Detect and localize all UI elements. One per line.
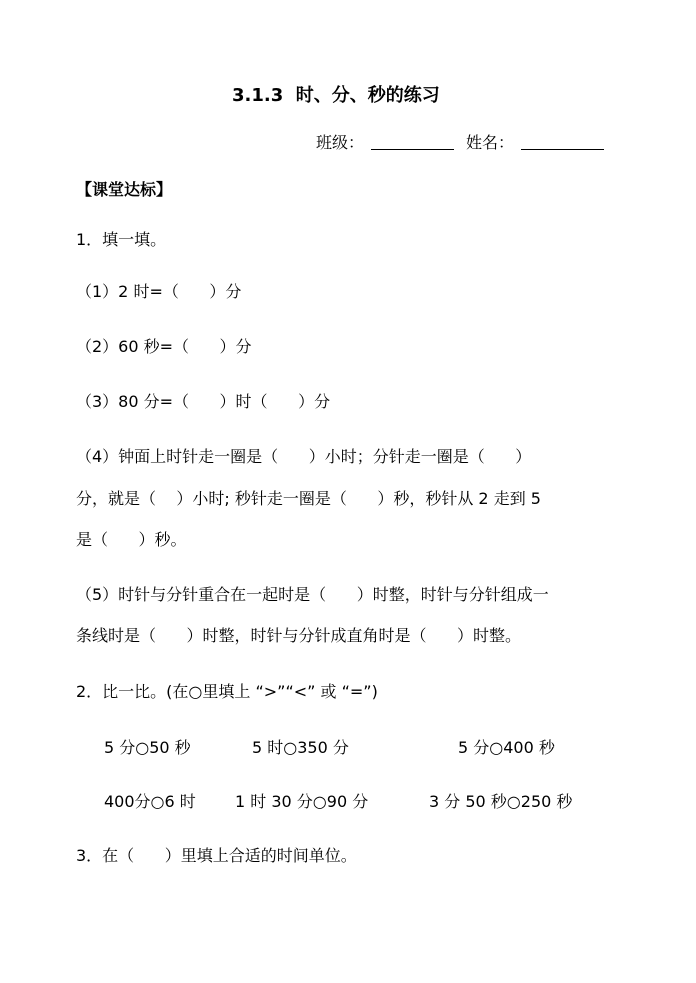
section-header: 【课堂达标】 [76,180,173,199]
q2-compare-1: 5 分○50 秒 [104,738,191,757]
q2-compare-3: 5 分○400 秒 [458,738,555,757]
name-label: 姓名： [466,133,515,152]
q2-compare-6: 3 分 50 秒○250 秒 [429,792,573,811]
q1-item-4-line-2: 分，就是（ ）小时; 秒针走一圈是（ ）秒，秒针从 2 走到 5 [76,489,541,508]
q2-compare-4: 400分○6 时 [104,792,196,811]
q1-item-4-line-3: 是（ ）秒。 [76,530,187,549]
q2-compare-5: 1 时 30 分○90 分 [235,792,369,811]
q2-heading: 2．比一比。(在○里填上 “>”“<” 或 “=”) [76,682,378,701]
q1-item-3: （3）80 分=（ ）时（ ）分 [76,392,331,411]
q1-item-5-line-1: （5）时针与分针重合在一起时是（ ）时整，时针与分针组成一 [76,585,549,604]
q1-item-2: （2）60 秒=（ ）分 [76,337,252,356]
q1-item-1: （1）2 时=（ ）分 [76,282,242,301]
class-label: 班级： [316,133,365,152]
name-blank-line[interactable] [521,135,604,150]
class-blank-line[interactable] [371,135,454,150]
q1-item-4-line-1: （4）钟面上时针走一圈是（ ）小时；分针走一圈是（ ） [76,447,532,466]
q3-heading: 3．在（ ）里填上合适的时间单位。 [76,846,357,865]
q1-heading: 1．填一填。 [76,230,167,249]
q2-compare-2: 5 时○350 分 [252,738,349,757]
q1-item-5-line-2: 条线时是（ ）时整，时针与分针成直角时是（ ）时整。 [76,626,522,645]
worksheet-title: 3.1.3 时、分、秒的练习 [232,85,440,106]
